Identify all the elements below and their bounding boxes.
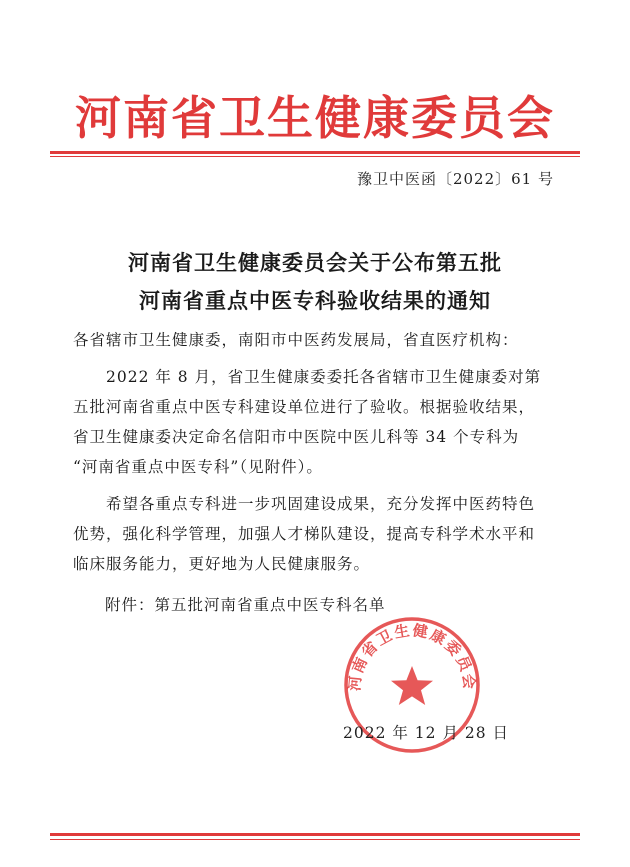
masthead-rule-thick [50,151,580,154]
paragraph-line: 希望各重点专科进一步巩固建设成果，充分发挥中医药特色 [73,495,536,513]
notice-title-line-1: 河南省卫生健康委员会关于公布第五批 [128,251,502,275]
paragraph-line: 临床服务能力，更好地为人民健康服务。 [73,555,371,573]
addressee [73,325,553,355]
masthead-rule-thin [50,156,580,157]
agency-masthead: 河南省卫生健康委员会 [75,91,555,145]
paragraph-line: 五批河南省重点中医专科建设单位进行了验收。根据验收结果， [73,398,536,416]
paragraph-line: 2022 年 8 月，省卫生健康委委托各省辖市卫生健康委对第 [73,368,542,386]
addressee-text: 各省辖市卫生健康委，南阳市中医药发展局，省直医疗机构： [73,331,519,349]
attachment-text: 附件：第五批河南省重点中医专科名单 [105,596,386,614]
paragraph-line: 优势，强化科学管理，加强人才梯队建设，提高专科学术水平和 [73,525,536,543]
body-paragraph-1 [73,362,553,482]
document-number: 豫卫中医函〔2022〕61 号 [356,170,554,188]
issue-date: 2022 年 12 月 28 日 [343,724,510,742]
paragraph-line: “河南省重点中医专科”（见附件）。 [73,458,323,476]
notice-title-line-2: 河南省重点中医专科验收结果的通知 [139,289,491,313]
svg-text:河南省卫生健康委员会: 河南省卫生健康委员会 [345,621,479,692]
footer-rule-thin [50,839,580,840]
body-paragraph-2 [73,489,553,579]
footer-rule-thick [50,833,580,836]
paragraph-line: 省卫生健康委决定命名信阳市中医院中医儿科等 34 个专科为 [73,428,520,446]
